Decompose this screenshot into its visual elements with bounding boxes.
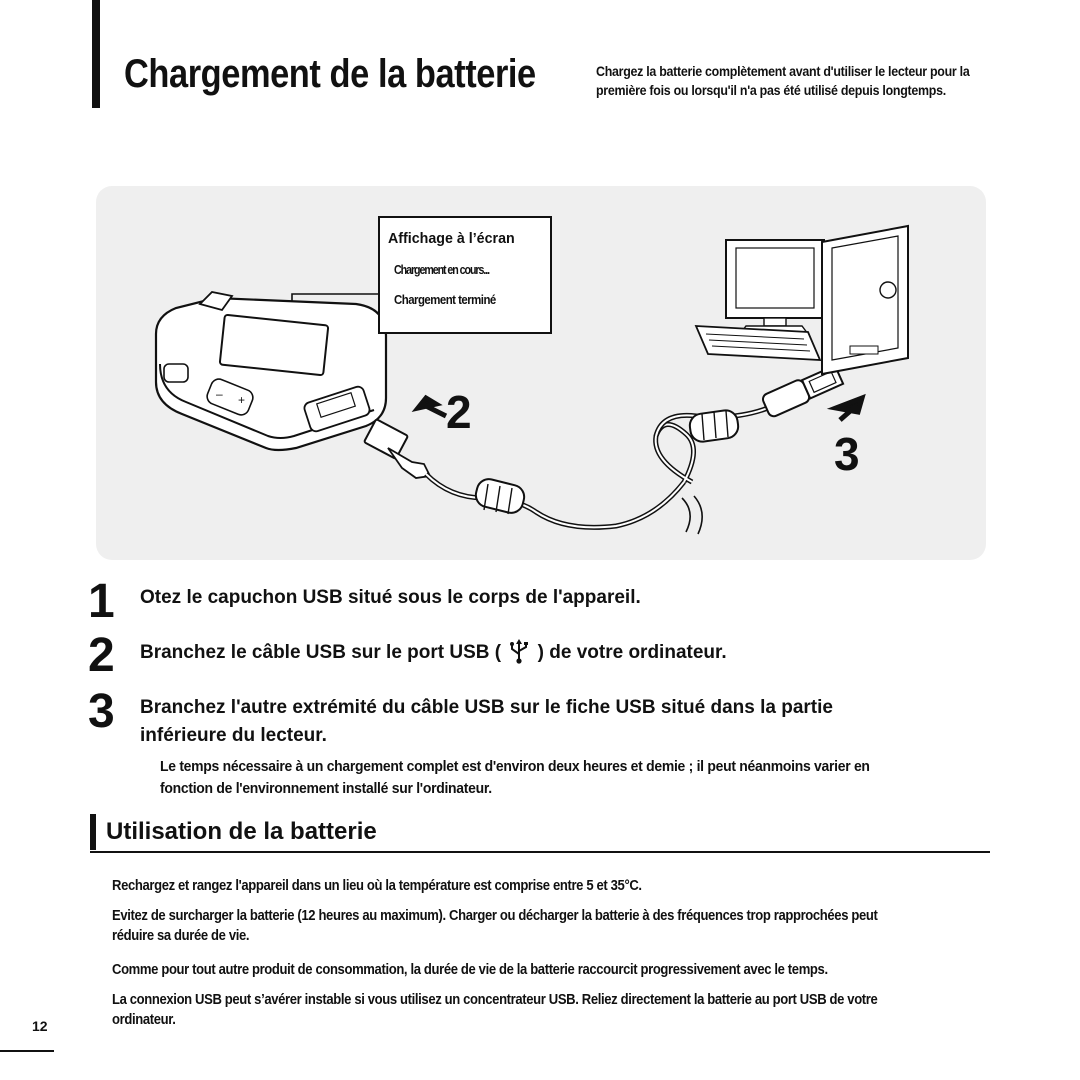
step-text-line1: Branchez l'autre extrémité du câble USB sur le fiche USB situé dans la partie (140, 697, 833, 718)
step-number: 3 (88, 685, 115, 738)
computer-monitor (726, 240, 824, 334)
step-text-line2: inférieure du lecteur. (140, 725, 327, 746)
title-bar (92, 0, 100, 108)
battery-paragraph-4: La connexion USB peut s’avérer instable si vous utilisez un concentrateur USB. Reliez directement la batterie au port USB de votre ordinateur. (112, 992, 878, 1028)
arrow-step-3 (836, 398, 862, 420)
section-divider (90, 851, 990, 853)
page-number-rule (0, 1050, 54, 1052)
computer-tower (822, 226, 908, 374)
ferrite-core-1 (473, 477, 526, 516)
step-text: Otez le capuchon USB situé sous le corps de l'appareil. (140, 587, 641, 608)
charging-illustration (96, 186, 986, 560)
svg-text:–: – (216, 387, 223, 401)
usb-cable (426, 474, 684, 527)
figure-step-3-label: 3 (834, 428, 860, 480)
section-bar (90, 814, 96, 850)
arrow-step-2 (418, 398, 446, 416)
usb-icon (506, 638, 532, 664)
mp3-player (156, 292, 386, 450)
battery-paragraph-1: Rechargez et rangez l'appareil dans un lieu où la température est comprise entre 5 et 35°C. (112, 878, 642, 894)
svg-text:+: + (238, 393, 246, 407)
step-number: 1 (88, 575, 115, 628)
screen-display-label: Affichage à l’écran (388, 230, 515, 247)
step-number: 2 (88, 629, 115, 682)
screen-charging-message: Chargement en cours... (394, 262, 490, 277)
charging-time-note: Le temps nécessaire à un chargement complet est d'environ deux heures et demie ; il peut néanmoins varier en fonction de l'environnement installé sur l'ordinateur. (160, 758, 870, 797)
page-title: Chargement de la batterie (124, 52, 536, 96)
computer-keyboard (696, 326, 820, 360)
menu-button-drawing (164, 364, 188, 382)
figure-step-2-label: 2 (446, 386, 472, 438)
screen-charged-message: Chargement terminé (394, 292, 496, 307)
usb-plug-player-side (364, 419, 430, 478)
page-number: 12 (32, 1018, 48, 1034)
screen-display-callout (378, 216, 552, 334)
step-text-before: Branchez le câble USB sur le port USB ( (140, 642, 502, 663)
battery-paragraph-2: Evitez de surcharger la batterie (12 heures au maximum). Charger ou décharger la batterie à des fréquences trop rapprochées peut réduire sa durée de vie. (112, 908, 878, 944)
battery-paragraph-3: Comme pour tout autre produit de consommation, la durée de vie de la batterie raccourcit progressivement avec le temps. (112, 962, 828, 978)
section-title: Utilisation de la batterie (106, 818, 377, 845)
intro-text: Chargez la batterie complètement avant d'utiliser le lecteur pour la première fois ou lorsqu'il n'a pas été utilisé depuis longtemps. (596, 64, 970, 98)
step-text-after: ) de votre ordinateur. (537, 642, 727, 663)
